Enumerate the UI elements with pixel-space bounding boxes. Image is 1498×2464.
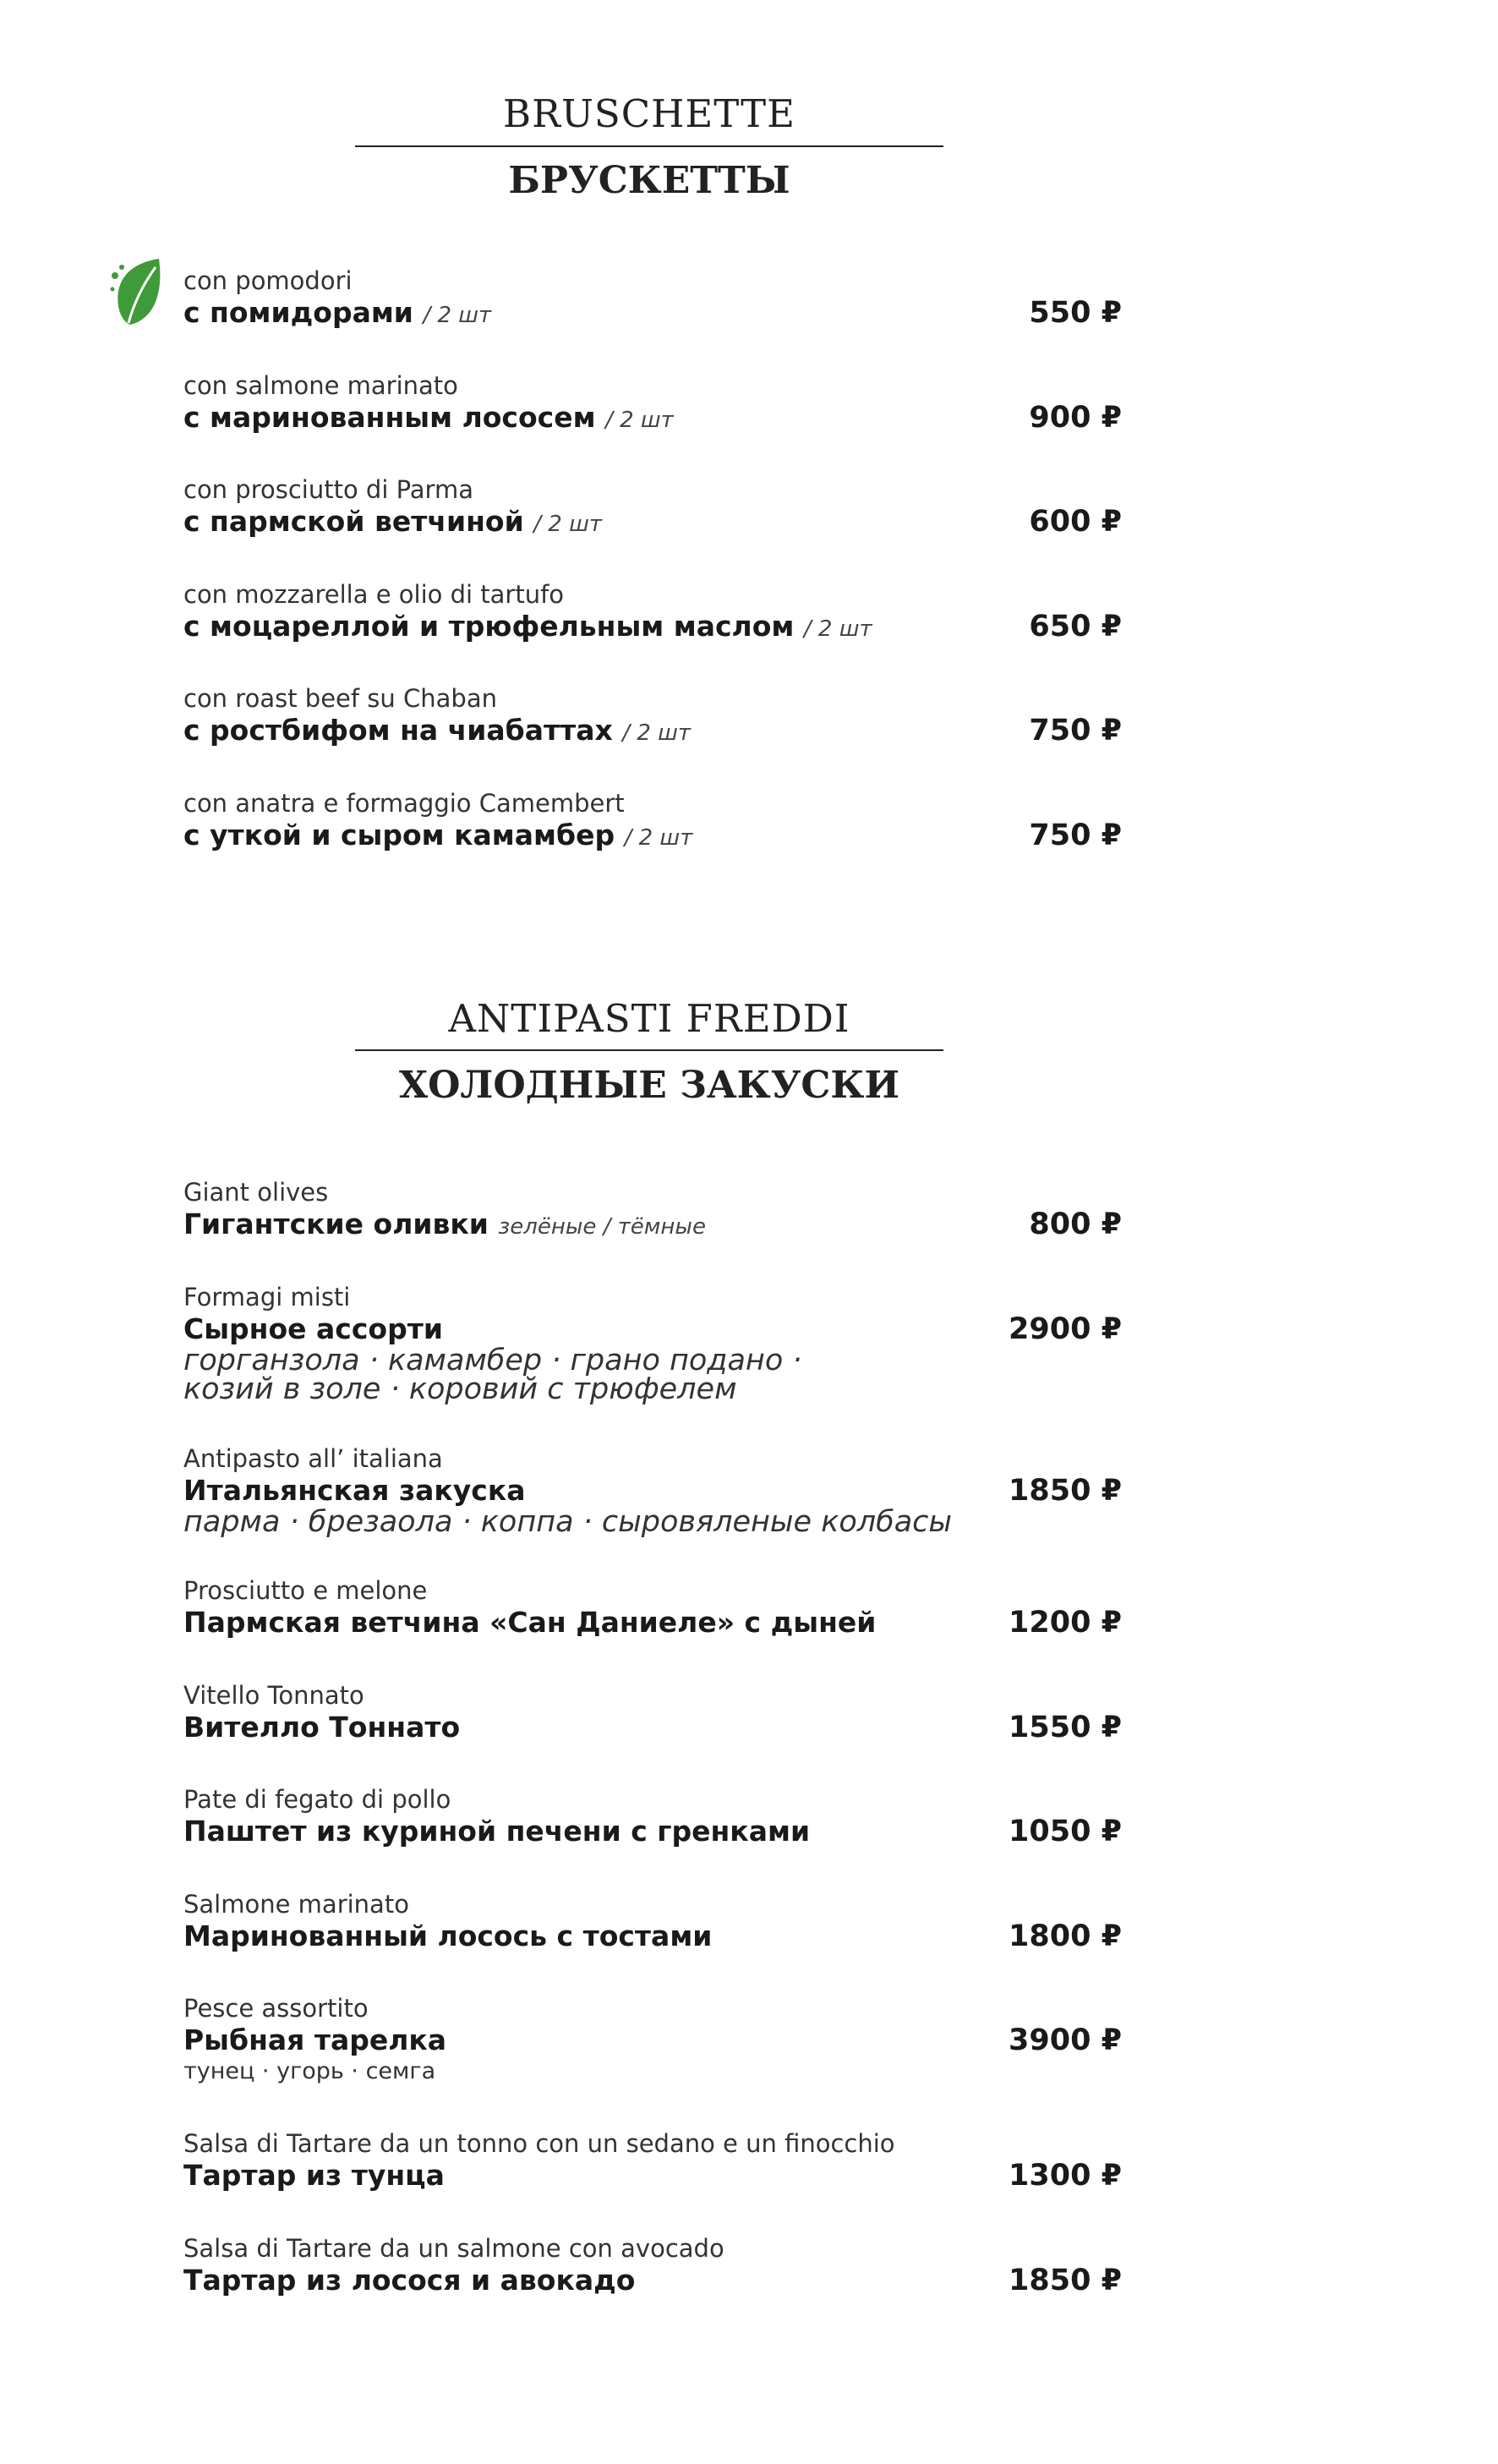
item-description: парма · брезаола · коппа · сыровяленые колбасы: [183, 1505, 953, 1539]
menu-item: [183, 2128, 1122, 2193]
item-price: 1850 ₽: [1009, 1474, 1122, 1508]
item-name-italian: Prosciutto e melone: [183, 1576, 428, 1605]
section-title-russian: БРУСКЕТТЫ: [508, 159, 790, 202]
item-portion: / 2 шт: [423, 303, 492, 328]
item-portion: / 2 шт: [622, 720, 692, 746]
item-name-russian: Тартар из тунца: [183, 2159, 445, 2192]
item-portion: / 2 шт: [624, 825, 693, 851]
item-name-italian: con pomodori: [183, 266, 353, 295]
item-name-russian: Сырное ассорти: [183, 1312, 443, 1345]
item-name-russian: с пармской ветчиной: [183, 505, 524, 538]
item-name-italian: Salsa di Tartare da un tonno con un sedano e un finocchio: [183, 2129, 895, 2158]
item-price: 800 ₽: [1029, 1207, 1122, 1241]
item-portion: / 2 шт: [605, 408, 674, 433]
item-name-italian: con roast beef su Chaban: [183, 684, 497, 713]
item-name-italian: Giant olives: [183, 1178, 329, 1207]
item-price: 900 ₽: [1029, 401, 1122, 435]
section-divider: [355, 145, 943, 147]
item-portion: / 2 шт: [533, 512, 603, 537]
section-title-italian: BRUSCHETTE: [503, 91, 795, 136]
menu-item: [183, 266, 1122, 332]
item-description: тунец · угорь · семга: [183, 2058, 436, 2084]
menu-item: [183, 474, 1122, 541]
item-name-russian: с маринованным лососем: [183, 401, 596, 434]
item-name-russian: с помидорами: [183, 296, 413, 329]
menu-item: [183, 1443, 1122, 1539]
item-note: зелёные / тёмные: [498, 1214, 706, 1240]
menu-item: [183, 2233, 1122, 2297]
item-name-russian: Пармская ветчина «Сан Даниеле» с дыней: [183, 1606, 877, 1639]
item-price: 600 ₽: [1029, 505, 1122, 539]
item-portion: / 2 шт: [803, 616, 872, 642]
menu-item: [183, 683, 1122, 750]
section-title-russian: ХОЛОДНЫЕ ЗАКУСКИ: [398, 1064, 900, 1107]
item-name-russian: Рыбная тарелка: [183, 2023, 447, 2056]
menu-item: [183, 1889, 1122, 1953]
menu-item: [183, 1575, 1122, 1640]
item-price: 2900 ₽: [1009, 1312, 1122, 1346]
leaf-icon: [110, 257, 166, 326]
item-price: 1050 ₽: [1009, 1815, 1122, 1848]
item-name-italian: Pate di fegato di pollo: [183, 1785, 451, 1814]
menu-item: [183, 788, 1122, 855]
menu-item: [183, 1993, 1122, 2086]
item-name-italian: Salmone marinato: [183, 1890, 409, 1919]
item-description: козий в золе · коровий с трюфелем: [183, 1372, 737, 1406]
item-price: 750 ₽: [1029, 714, 1122, 747]
item-name-russian: с уткой и сыром камамбер: [183, 819, 615, 851]
item-name-italian: con salmone marinato: [183, 371, 458, 400]
item-name-italian: con anatra e formaggio Camembert: [183, 789, 625, 818]
section-title-italian: ANTIPASTI FREDDI: [448, 996, 850, 1041]
item-name-italian: Pesce assortito: [183, 1994, 369, 2023]
menu-item: [183, 1784, 1122, 1848]
menu-item: [183, 1282, 1122, 1404]
item-name-russian: Гигантские оливки: [183, 1207, 489, 1240]
item-price: 1300 ₽: [1009, 2159, 1122, 2193]
menu-item: [183, 1177, 1122, 1244]
item-name-russian: Тартар из лосося и авокадо: [183, 2264, 636, 2297]
item-price: 650 ₽: [1029, 610, 1122, 643]
item-price: 1800 ₽: [1009, 1919, 1122, 1953]
item-price: 550 ₽: [1029, 296, 1122, 330]
section-divider: [355, 1049, 943, 1051]
menu-item: [183, 579, 1122, 646]
item-name-russian: Маринованный лосось с тостами: [183, 1919, 713, 1952]
item-name-italian: con prosciutto di Parma: [183, 475, 473, 504]
item-name-italian: Antipasto all’ italiana: [183, 1444, 443, 1473]
item-name-italian: con mozzarella e olio di tartufo: [183, 580, 565, 609]
item-name-russian: Вителло Тоннато: [183, 1711, 461, 1744]
item-price: 1200 ₽: [1009, 1606, 1122, 1640]
item-name-russian: с моцареллой и трюфельным маслом: [183, 610, 795, 643]
item-price: 750 ₽: [1029, 819, 1122, 852]
item-name-russian: с ростбифом на чиабаттах: [183, 714, 613, 747]
menu-item: [183, 370, 1122, 437]
item-description: горгaнзола · камамбер · грано подано ·: [183, 1344, 802, 1377]
item-price: 1550 ₽: [1009, 1711, 1122, 1744]
item-name-italian: Vitello Tonnato: [183, 1681, 364, 1710]
menu-item: [183, 1680, 1122, 1744]
item-name-russian: Итальянская закуска: [183, 1474, 526, 1507]
item-price: 3900 ₽: [1009, 2023, 1122, 2057]
item-price: 1850 ₽: [1009, 2264, 1122, 2297]
item-name-italian: Formagi misti: [183, 1283, 351, 1311]
item-name-russian: Паштет из куриной печени с гренками: [183, 1815, 811, 1848]
item-name-italian: Salsa di Tartare da un salmone con avocado: [183, 2234, 724, 2263]
